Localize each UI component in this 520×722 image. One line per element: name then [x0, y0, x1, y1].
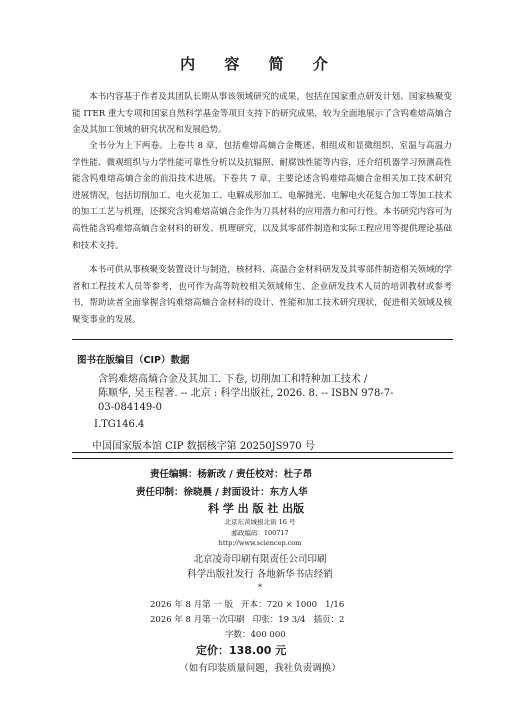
cip-line-1: 含钨难熔高熵合金及其加工. 下卷, 切削加工和特种加工技术 / — [98, 374, 368, 385]
cip-record — [98, 373, 448, 415]
divider — [72, 452, 453, 453]
cip-heading: 图书在版编目（CIP）数据 — [77, 355, 190, 366]
publisher-logo: 科 学 出 版 社 出版 — [208, 502, 305, 515]
edition-spec-1: 2026 年 8 月第 一 版 开本：720 × 1000 1/16 — [150, 600, 345, 610]
production-credits: 责任印制：徐晓晨 / 封面设计：东方人华 — [136, 487, 308, 498]
page-title: 内 容 简 介 — [180, 55, 340, 73]
quality-notice: （如有印装质量问题，我社负责调换） — [179, 663, 341, 674]
publisher-postcode: 邮政编码：100717 — [231, 529, 289, 537]
price: 定价：138.00 元 — [196, 644, 287, 657]
edition-spec-2: 2026 年 8 月第一次印刷 印张：19 3/4 插页：2 — [150, 615, 345, 625]
cip-line-2: 陈顺华, 吴玉程著. -- 北京 : 科学出版社, 2026. 8. -- ISBN 978-7- — [98, 388, 394, 399]
word-count: 字数：400 000 — [225, 630, 286, 640]
editor-credits: 责任编辑：杨新改 / 责任校对：杜子昂 — [150, 469, 313, 480]
divider — [72, 458, 453, 459]
separator-star: * — [258, 583, 262, 592]
distributor-line: 科学出版社发行 各地新华书店经销 — [187, 569, 333, 580]
publisher-website: http://www.sciencep.com — [218, 539, 302, 547]
cip-number: 中国国家版本馆 CIP 数据核字第 20250JS970 号 — [92, 441, 315, 452]
divider — [72, 339, 453, 340]
cip-line-3: 03-084149-0 — [98, 402, 163, 413]
summary-paragraph-2: 全书分为上下两卷。上卷共 8 章，包括难熔高熵合金概述、相组成和显微组织、室温与高温力学性能、微观组织与力学性能可靠性分析以及抗辐照、耐腐蚀性能等内容，还介绍机器学习预测高性能含钨难熔高熵合金的前沿技术进展。下卷共 7 章，主要论述含钨难熔高熵合金相关加工技术研究进展情况，包括切削加工、电火花加工、电解成形加工、电解抛光、电解电火花复合加工等加工技术的加工工艺与机理，还探究含钨难熔高熵合金作为刀具材料的应用潜力和可行性。本书研究内容可为高性能含钨难熔高熵合金材料的研发、机理研究，以及其零部件制造和实际工程应用等提供理论基础和技术支持。 — [72, 141, 452, 251]
cip-classification: Ⅰ.TG146.4 — [94, 419, 145, 430]
printer-line: 北京凌奇印刷有限责任公司印刷 — [193, 554, 327, 565]
summary-paragraph-3: 本书可供从事核聚变装置设计与制造，核材料、高温合金材料研发及其零部件制造相关领域的学者和工程技术人员等参考，也可作为高等院校相关领域师生、企业研发技术人员的培训教材或参考书，帮助读者全面掌握含钨难熔高熵合金材料的设计、性能和加工技术研究现状，促进相关领域及核聚变事业的发展。 — [72, 265, 452, 325]
summary-paragraph-1: 本书内容基于作者及其团队长期从事该领域研究的成果，包括在国家重点研发计划、国家核聚变能 ITER 重大专项和国家自然科学基金等项目支持下的研究成果，较为全面地展示了含钨难熔高熵合金及其加工领域的研究状况和发展趋势。 — [72, 92, 452, 136]
publisher-address: 北京东黄城根北街 16 号 — [224, 518, 296, 526]
